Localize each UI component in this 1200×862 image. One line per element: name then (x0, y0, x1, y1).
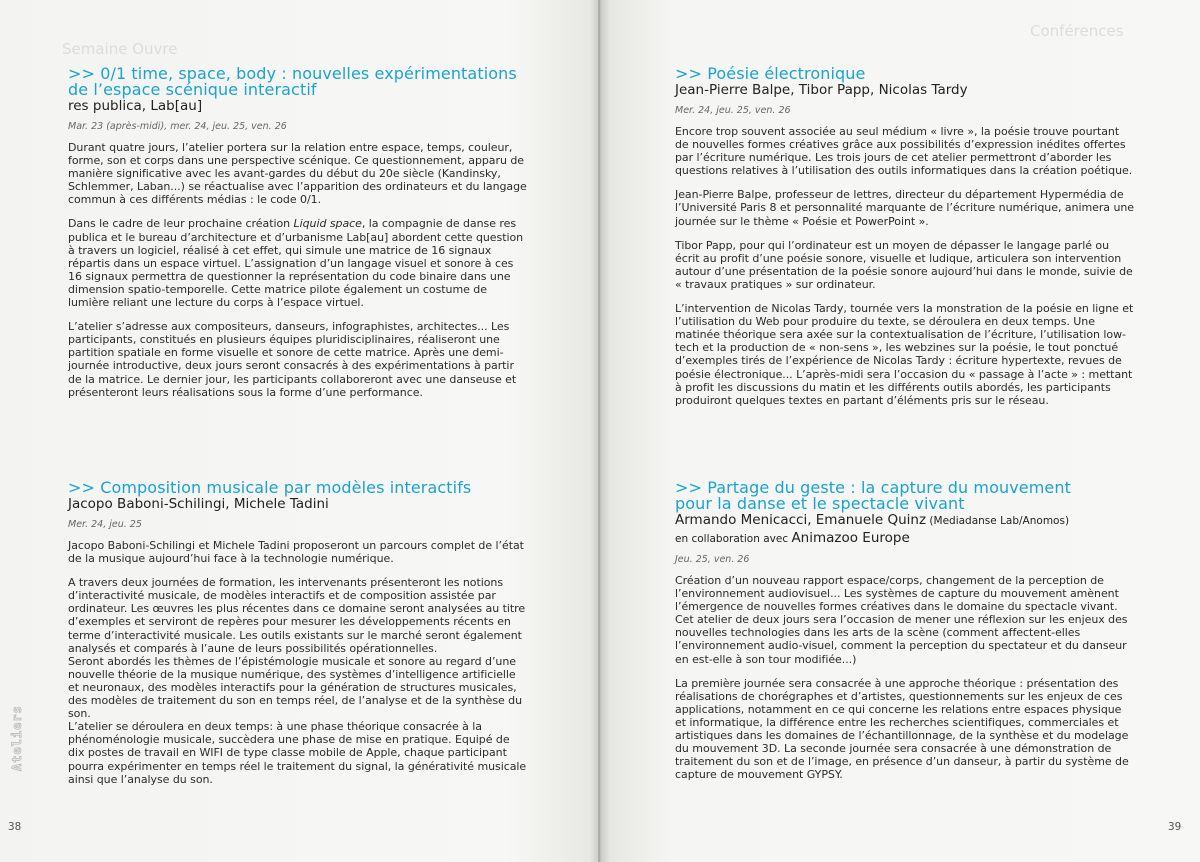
section-poesie-electronique (675, 66, 1135, 418)
book-gutter (590, 0, 610, 862)
section-title: >> Composition musicale par modèles interactifs (68, 478, 472, 497)
paragraph: L’atelier s’adresse aux compositeurs, danseurs, infographistes, architectes... Les participants, constitués en plusieurs équipes pluridisciplinaires, réaliseront une partition spatiale en forme visuelle et sonore de cette matrice. Après une demi-journée introductive, deux jours seront consacrés à des expérimentations à partir de la matrice. Le dernier jour, les participants collaboreront avec une danseuse et présenteront leurs réalisations sous la forme d’une performance. (68, 320, 517, 399)
page-number: 39 (1168, 820, 1182, 833)
paragraph: L’intervention de Nicolas Tardy, tournée vers la monstration de la poésie en ligne et l’utilisation du Web pour produire du texte, se déroulera en deux temps. Une matinée théorique sera axée sur la contextualisation de l’écriture, l’utilisation low-tech et la production de « non-sens », les webzines sur la poésie, le tout ponctué d’exemples tirés de l’expérience de Nicolas Tardy : écriture hypertexte, revues de poésie électronique... L’après-midi sera l’occasion du « passage à l’acte » : mettant à profit les discussions du matin et les différents outils abordés, les participants produiront quelques textes en partant d’éléments pris sur le réseau. (675, 302, 1134, 407)
paragraph: L’atelier se déroulera en deux temps: à une phase théorique consacrée à la phénoménologie musicale, succèdera une phase de mise en pratique. Equipé de dix postes de travail en WIFI de type classe mobile de Apple, chaque participant pourra expérimenter en temps réel le traitement du signal, la générativité musicale ainsi que l’analyse du son. (68, 720, 527, 786)
paragraph: Jacopo Baboni-Schilingi et Michele Tadini proposeront un parcours complet de l’état de la musique aujourd’hui face à la technologie numérique. (68, 539, 524, 566)
section-composition-musicale (68, 480, 528, 797)
section-authors: Jacopo Baboni-Schilingi, Michele Tadini (68, 496, 329, 512)
section-date: Mer. 24, jeu. 25, ven. 26 (675, 105, 791, 116)
show-through-text: Conférences (1030, 22, 1124, 40)
paragraph: Seront abordés les thèmes de l’épistémologie musicale et sonore au regard d’une nouvelle théorie de la musique numérique, des systèmes d’intelligence artificielle et neuronaux, des modèles interactifs pour la génération de structures musicales, des modèles de traitement du son en temps réel, de l’analyse et de la synthèse du son. (68, 654, 523, 721)
page-number: 38 (8, 820, 22, 833)
paragraph: Création d’un nouveau rapport espace/corps, changement de la perception de l’environnement audiovisuel... Les systèmes de capture du mouvement amènent l’émergence de nouvelles formes créatives dans le domaine du spectacle vivant. Cet atelier de deux jours sera l’occasion de mener une réflexion sur les enjeux des nouvelles technologies dans les arts de la scène (comment affectent-elles l’environnement audio-visuel, comment la perception du spectateur et du danseur en est-elle à son tour modifiée...) (675, 574, 1128, 666)
section-authors: Jean-Pierre Balpe, Tibor Papp, Nicolas Tardy (675, 82, 968, 98)
paragraph: Tibor Papp, pour qui l’ordinateur est un moyen de dépasser le langage parlé ou écrit au profit d’une poésie sonore, visuelle et ludique, articulera son intervention autour d’une présentation de la poésie sonore aujourd’hui dans le monde, suivie de « travaux pratiques » sur ordinateur. (675, 238, 1133, 291)
paragraph: La première journée sera consacrée à une approche théorique : présentation des réalisations de chorégraphes et d’artistes, questionnements sur les enjeux de ces applications, notamment en ce qui concerne les relations entre espaces physique et informatique, la différence entre les recherches scientifiques, commerciales et artistiques dans les domaines de l’échantillonnage, de la synthèse et du modelage du mouvement 3D. La seconde journée sera consacrée à une démonstration de traitement du son et de l’image, en présence d’un danseur, à partir du système de capture de mouvement GYPSY. (675, 676, 1129, 782)
section-partage-du-geste (675, 480, 1135, 792)
section-date: Mar. 23 (après-midi), mer. 24, jeu. 25, ven. 26 (68, 121, 287, 132)
section-date: Mer. 24, jeu. 25 (68, 519, 142, 530)
paragraph: Durant quatre jours, l’atelier portera sur la relation entre espace, temps, couleur, forme, son et corps dans une perspective scénique. Ce questionnement, apparu de manière significative avec les avant-gardes du début du 20e siècle (Kandinsky, Schlemmer, Laban...) se réactualise avec l’apparition des ordinateurs et du langage commun à ces différents médias : le code 0/1. (68, 141, 527, 207)
right-page (600, 0, 1200, 862)
paragraph: Encore trop souvent associée au seul médium « livre », la poésie trouve pourtant de nouvelles formes créatives grâce aux possibilités d’expression inédites offertes par l’écriture numérique. Les trois jours de cet atelier permettront d’aborder les questions relatives à l’utilisation des outils informatiques dans la création poétique. (675, 125, 1133, 178)
section-title: >> 0/1 time, space, body : nouvelles expérimentations de l’espace scénique interactif (68, 64, 517, 99)
section-collaboration: en collaboration avec Animazoo Europe (675, 530, 910, 546)
left-page (0, 0, 598, 862)
show-through-text: Semaine Ouvre (62, 40, 178, 58)
section-date: Jeu. 25, ven. 26 (675, 554, 750, 565)
section-title: >> Partage du geste : la capture du mouvement pour la danse et le spectacle vivant (675, 478, 1071, 513)
section-authors: res publica, Lab[au] (68, 98, 203, 114)
paragraph: Jean-Pierre Balpe, professeur de lettres, directeur du département Hypermédia de l’Université Paris 8 et personnalité marquante de l’écriture numérique, animera une journée sur le thème « Poésie et PowerPoint ». (675, 188, 1135, 228)
ateliers-side-label: Ateliers (10, 705, 24, 771)
section-01-time-space-body (68, 66, 528, 410)
section-title: >> Poésie électronique (675, 64, 866, 83)
paragraph: Dans le cadre de leur prochaine création Liquid space, la compagnie de danse res publica et le bureau d’architecture et d’urbanisme Lab[au] abordent cette question à travers un logiciel, réalisé à cet effet, qui simule une matrice de 16 signaux répartis dans un espace virtuel. L’assignation d’un langage visuel et sonore à ces 16 signaux permettra de questionner la représentation du code binaire dans une dimension spatio-temporelle. Cette matrice pilote également un costume de lumière reliant une lecture du corps à l’espace virtuel. (68, 217, 524, 310)
paragraph: A travers deux journées de formation, les intervenants présenteront les notions d’interactivité musicale, de modèles interactifs et de composition assistée par ordinateur. Les œuvres les plus récentes dans ce domaine seront analysées au titre d’exemples et serviront de repères pour mesurer les développements récents en terme d’interactivité musicale. Les outils existants sur le marché seront également analysés et comparés à l’aune de leurs possibilités opérationnelles. (68, 576, 526, 655)
section-authors: Armando Menicacci, Emanuele Quinz (Mediadanse Lab/Anomos) (675, 512, 1070, 528)
